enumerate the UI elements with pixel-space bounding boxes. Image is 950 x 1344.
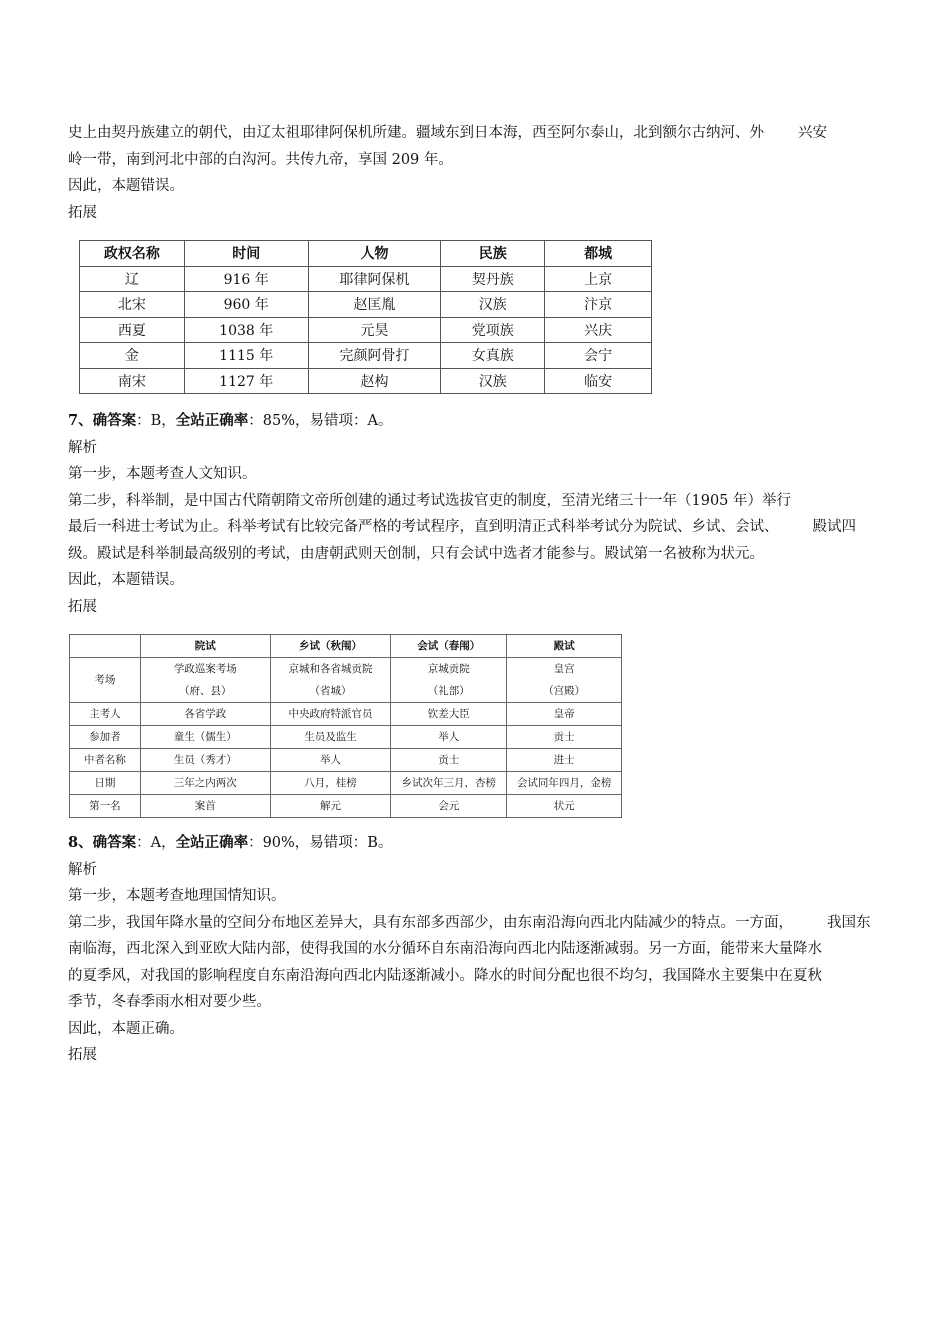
table-cell: 1038 年 [184, 317, 308, 343]
table-cell: 举人 [270, 749, 391, 772]
table-cell: 916 年 [184, 266, 308, 292]
table-row [70, 795, 622, 818]
header-cell: 人物 [308, 241, 441, 267]
table-row [70, 726, 622, 749]
table-cell: 会试同年四月，金榜 [507, 772, 622, 795]
intro-line-1: 史上由契丹族建立的朝代，由辽太祖耶律阿保机所建。疆域东到日本海，西至阿尔泰山，北到额尔古纳河、外 兴安 [68, 125, 827, 141]
table-cell: 进士 [507, 749, 622, 772]
table-cell: 三年之内两次 [140, 772, 270, 795]
table-cell: 皇帝 [507, 703, 622, 726]
table-cell: 中央政府特派官员 [270, 703, 391, 726]
table-cell: 贡士 [391, 749, 507, 772]
table-row [80, 266, 652, 292]
table-row [80, 343, 652, 369]
table-cell: 第一名 [70, 795, 141, 818]
header-cell: 乡试（秋闱） [270, 635, 391, 658]
q7-analysis-label: 解析 [68, 439, 97, 456]
intro-line-2: 岭一带，南到河北中部的白沟河。共传九帝，享国 209 年。 [68, 151, 453, 168]
table-cell: 兴庆 [545, 317, 652, 343]
table-cell: 党项族 [441, 317, 545, 343]
table-cell: 童生（儒生） [140, 726, 270, 749]
table-row [70, 772, 622, 795]
table-header-row [70, 635, 622, 658]
q8-step2-line2: 南临海，西北深入到亚欧大陆内部，使得我国的水分循环自东南沿海向西北内陆逐渐减弱。另一方面，能带来大量降水 [68, 941, 822, 957]
table-row [70, 658, 622, 703]
table-cell: 案首 [140, 795, 270, 818]
header-cell: 时间 [184, 241, 308, 267]
q8-step1: 第一步，本题考查地理国情知识。 [68, 888, 286, 904]
header-cell: 政权名称 [80, 241, 185, 267]
table-cell: 会元 [391, 795, 507, 818]
table-cell: 1115 年 [184, 343, 308, 369]
imperial-exam-table [69, 634, 622, 818]
table-cell: 乡试次年三月，杏榜 [391, 772, 507, 795]
table-cell: 北宋 [80, 292, 185, 318]
table-cell: 学政巡案考场 （府、县） [140, 658, 270, 703]
table-cell: 汉族 [441, 368, 545, 394]
table-cell: 金 [80, 343, 185, 369]
table-cell: 状元 [507, 795, 622, 818]
table-cell: 960 年 [184, 292, 308, 318]
header-cell: 殿试 [507, 635, 622, 658]
table-cell: 西夏 [80, 317, 185, 343]
table-cell: 女真族 [441, 343, 545, 369]
table-cell: 汉族 [441, 292, 545, 318]
table-cell: 参加者 [70, 726, 141, 749]
q7-heading: 7、确答案：B，全站正确率：85%，易错项：A。 [68, 412, 393, 429]
intro-extension-label: 拓展 [68, 204, 97, 221]
table-cell: 贡士 [507, 726, 622, 749]
header-cell: 院试 [140, 635, 270, 658]
table-row [70, 703, 622, 726]
table-cell: 考场 [70, 658, 141, 703]
table-cell: 契丹族 [441, 266, 545, 292]
table-header-row [80, 241, 652, 267]
q8-heading: 8、确答案：A，全站正确率：90%，易错项：B。 [68, 834, 393, 851]
table-cell: 南宋 [80, 368, 185, 394]
table-cell: 1127 年 [184, 368, 308, 394]
table-cell: 生员（秀才） [140, 749, 270, 772]
header-cell: 会试（春闱） [391, 635, 507, 658]
table-cell: 举人 [391, 726, 507, 749]
q7-step2-line2: 最后一科进士考试为止。科举考试有比较完备严格的考试程序，直到明清正式科举考试分为院试、乡试、会试、 殿试四 [68, 519, 856, 535]
table-cell: 辽 [80, 266, 185, 292]
table-cell: 完颜阿骨打 [308, 343, 441, 369]
q8-extension-label: 拓展 [68, 1047, 97, 1063]
q8-step2-line4: 季节，冬春季雨水相对要少些。 [68, 994, 271, 1010]
table-cell: 各省学政 [140, 703, 270, 726]
document-page [68, 120, 890, 1069]
table-cell: 日期 [70, 772, 141, 795]
table-row [70, 749, 622, 772]
table-cell: 钦差大臣 [391, 703, 507, 726]
q7-conclusion: 因此，本题错误。 [68, 572, 184, 588]
table-cell: 生员及监生 [270, 726, 391, 749]
table-row [80, 368, 652, 394]
table-row [80, 292, 652, 318]
header-cell [70, 635, 141, 658]
intro-conclusion: 因此，本题错误。 [68, 178, 184, 194]
table-cell: 八月，桂榜 [270, 772, 391, 795]
table-cell: 皇宫 （宫殿） [507, 658, 622, 703]
header-cell: 都城 [545, 241, 652, 267]
regimes-table [79, 240, 652, 394]
table-row [80, 317, 652, 343]
table-cell: 中者名称 [70, 749, 141, 772]
header-cell: 民族 [441, 241, 545, 267]
table-cell: 解元 [270, 795, 391, 818]
table-cell: 赵匡胤 [308, 292, 441, 318]
q7-step2-line3: 级。殿试是科举制最高级别的考试，由唐朝武则天创制，只有会试中选者才能参与。殿试第一名被称为状元。 [68, 545, 764, 562]
table-cell: 元昊 [308, 317, 441, 343]
table-cell: 耶律阿保机 [308, 266, 441, 292]
q8-analysis-label: 解析 [68, 861, 97, 878]
table-cell: 京城和各省城贡院 （省城） [270, 658, 391, 703]
q8-step2-line1: 第二步，我国年降水量的空间分布地区差异大，具有东部多西部少，由东南沿海向西北内陆减少的特点。一方面， 我国东 [68, 914, 871, 931]
q7-step1: 第一步，本题考查人文知识。 [68, 466, 257, 482]
q8-step2-line3: 的夏季风，对我国的影响程度自东南沿海向西北内陆逐渐减小。降水的时间分配也很不均匀，我国降水主要集中在夏秋 [68, 967, 822, 984]
q7-extension-label: 拓展 [68, 598, 97, 615]
table-cell: 赵构 [308, 368, 441, 394]
table-cell: 上京 [545, 266, 652, 292]
table-cell: 会宁 [545, 343, 652, 369]
q8-conclusion: 因此，本题正确。 [68, 1020, 184, 1037]
table-cell: 京城贡院 （礼部） [391, 658, 507, 703]
q7-step2-line1: 第二步，科举制，是中国古代隋朝隋文帝所创建的通过考试选拔官吏的制度，至清光绪三十一年（1905 年）举行 [68, 492, 792, 509]
table-cell: 临安 [545, 368, 652, 394]
table-cell: 汴京 [545, 292, 652, 318]
table-cell: 主考人 [70, 703, 141, 726]
